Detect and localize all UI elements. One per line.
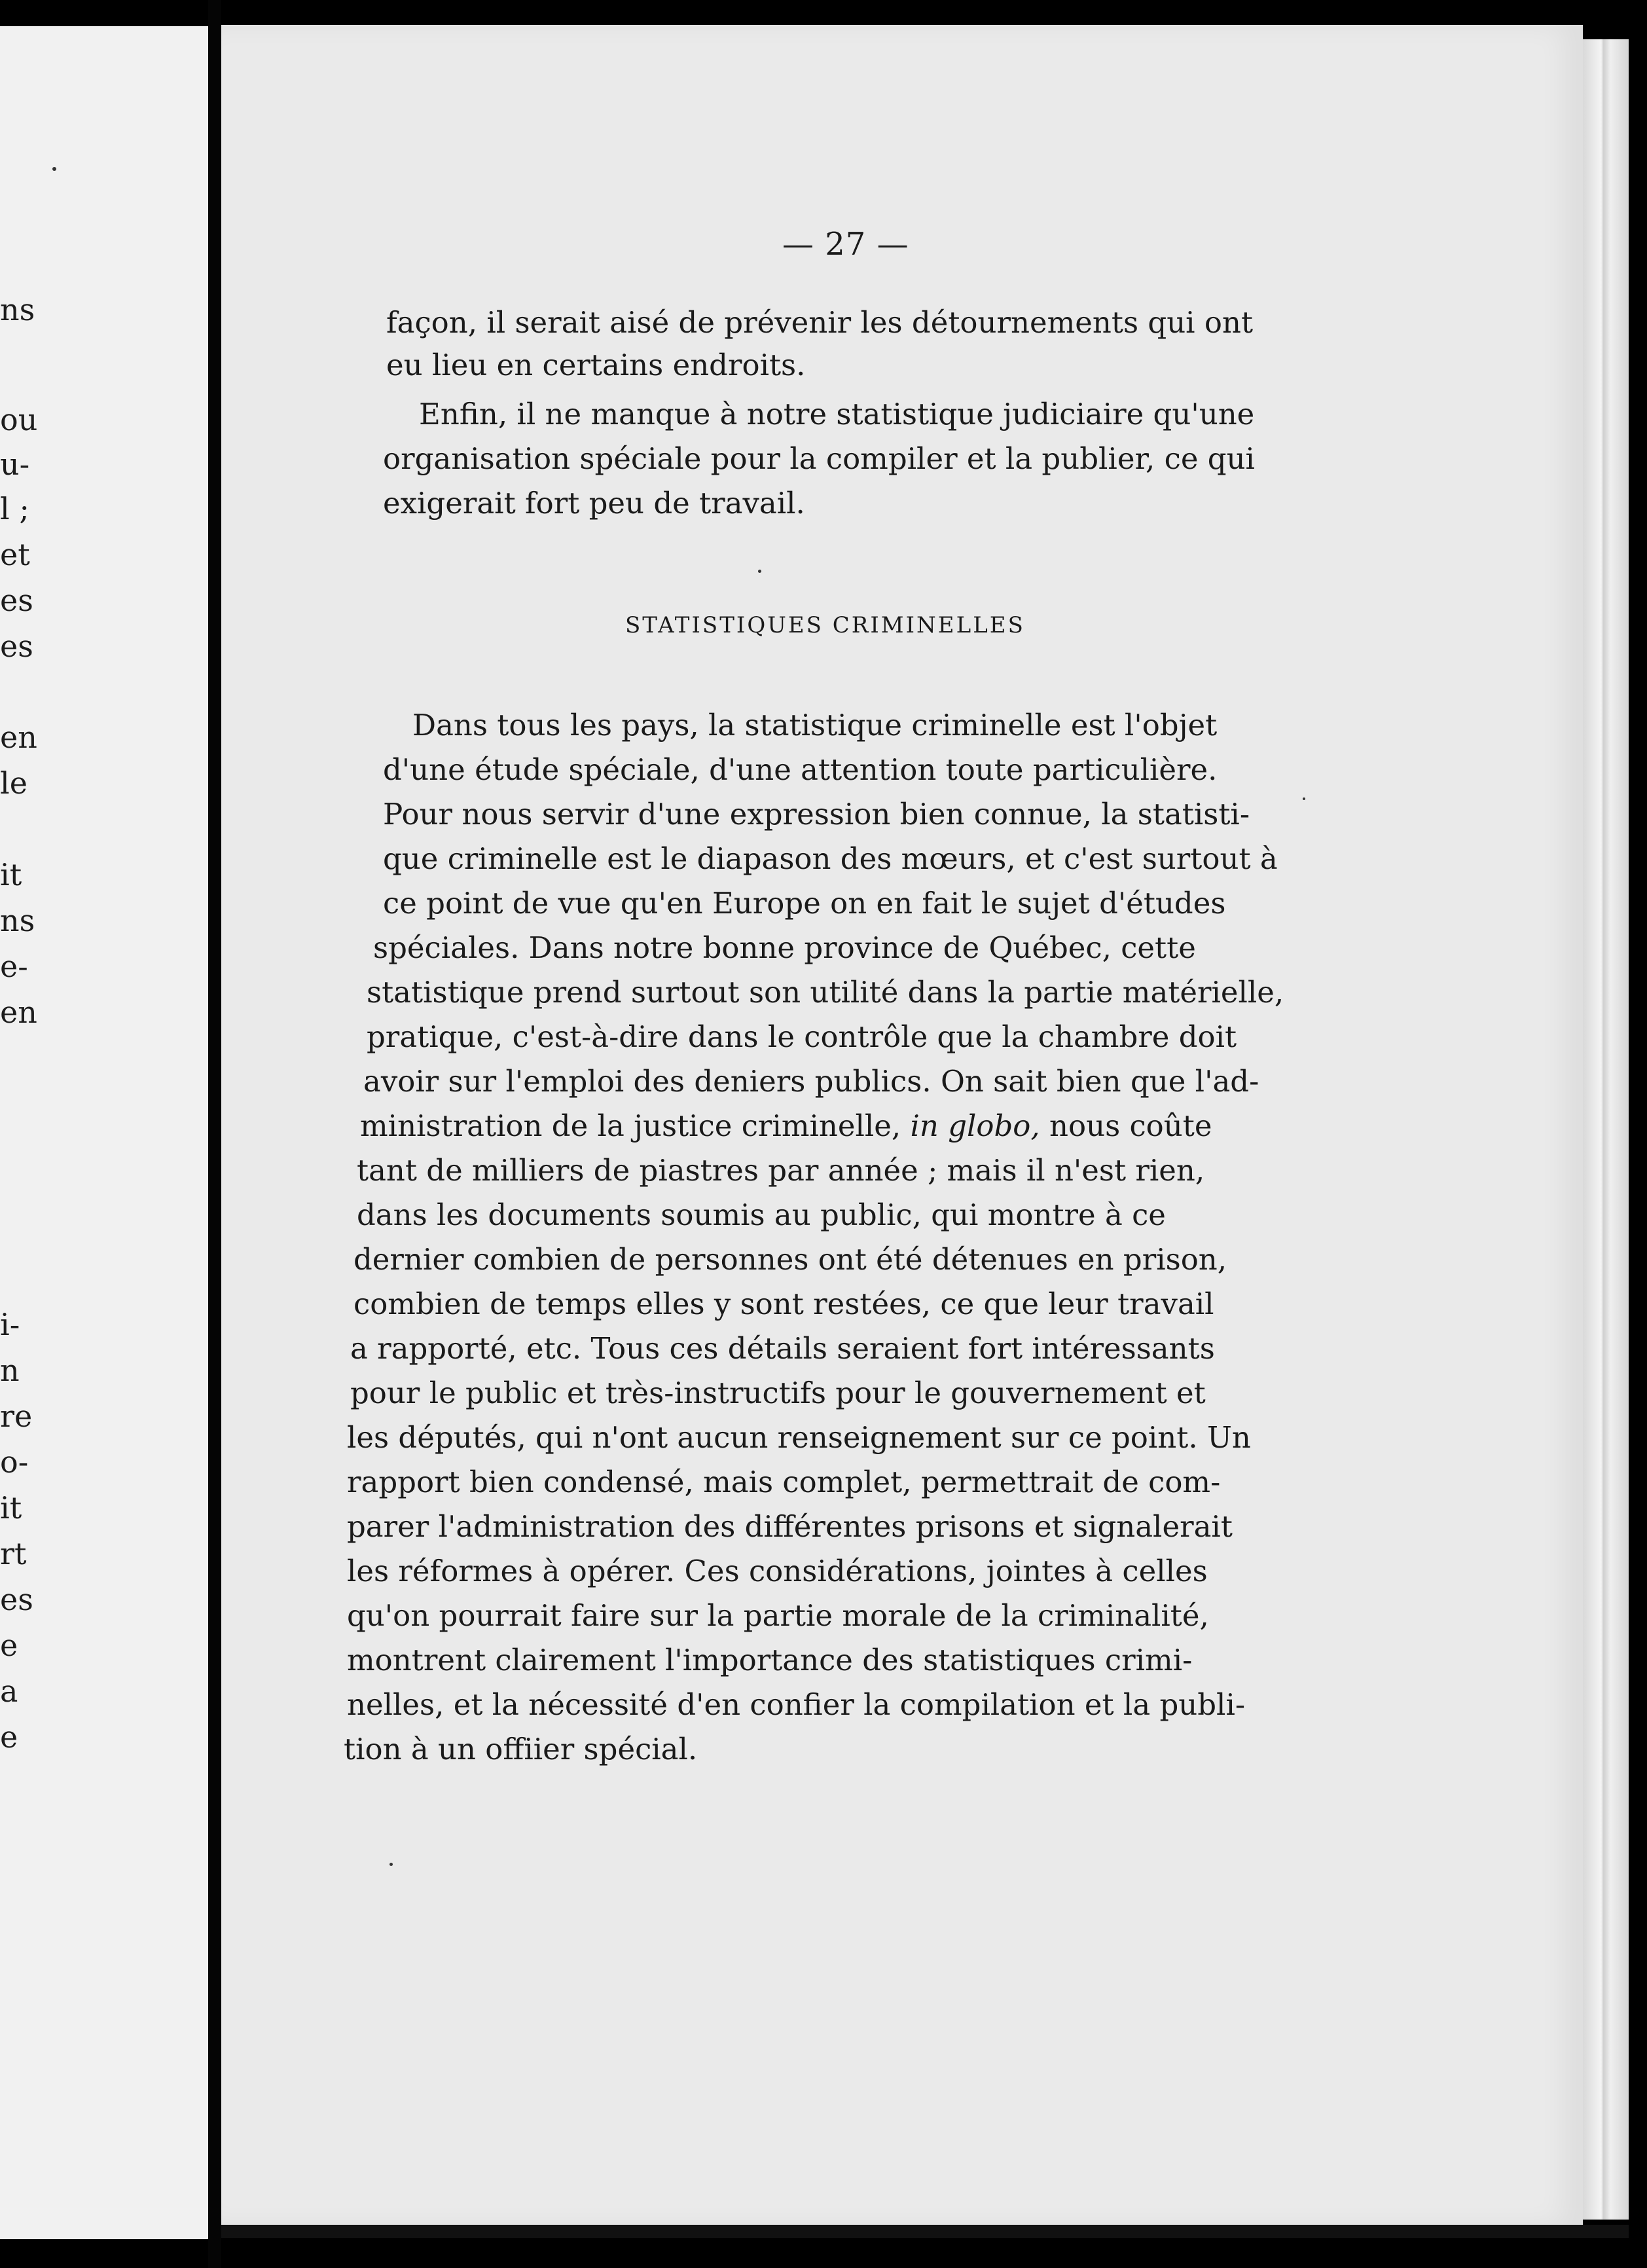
text-line-with-italic [360,1108,1212,1143]
text-line: dernier combien de personnes ont été détenues en prison, [353,1242,1227,1277]
text-line: statistique prend surtout son utilité dans la partie matérielle, [367,975,1284,1010]
text-line: Pour nous servir d'une expression bien connue, la statisti- [383,797,1250,832]
left-page-fragment: en [0,720,37,755]
text-segment: nous coûte [1049,1108,1212,1143]
left-page-fragment: es [0,1582,33,1617]
left-page-fragment: ou [0,402,38,437]
text-line: ce point de vue qu'en Europe on en fait le sujet d'études [383,886,1226,921]
left-page-fragment: ns [0,292,35,327]
text-line: les réformes à opérer. Ces considérations, jointes à celles [347,1554,1208,1588]
text-line: combien de temps elles y sont restées, ce que leur travail [353,1287,1214,1321]
text-line: nelles, et la nécessité d'en confier la compilation et la publi- [347,1687,1246,1722]
ink-speck [758,570,761,573]
left-page-fragment: n [0,1353,20,1388]
left-page-fragment: re [0,1399,33,1434]
text-line: tant de milliers de piastres par année ; mais il n'est rien, [357,1153,1205,1188]
text-line: Dans tous les pays, la statistique criminelle est l'objet [412,708,1218,742]
page-bottom-shadow [221,2225,1629,2238]
left-page-fragment: es [0,629,33,664]
text-line: pour le public et très-instructifs pour le gouvernement et [350,1376,1206,1410]
text-line: eu lieu en certains endroits. [386,348,806,382]
left-page-fragment: u- [0,447,30,482]
text-line: pratique, c'est-à-dire dans le contrôle que la chambre doit [367,1019,1237,1054]
book-gutter [208,0,221,2268]
text-line: les députés, qui n'ont aucun renseignement sur ce point. Un [347,1420,1251,1455]
ink-speck [1303,797,1305,800]
page-number: — 27 — [782,226,909,263]
text-line: rapport bien condensé, mais complet, permettrait de com- [347,1465,1221,1499]
text-line: organisation spéciale pour la compiler et la publier, ce qui [383,441,1255,476]
text-line: avoir sur l'emploi des deniers publics. On sait bien que l'ad- [363,1064,1259,1099]
left-page-fragment: en [0,995,37,1030]
left-facing-page [0,26,208,2239]
left-page-fragment: a [0,1674,18,1709]
text-line: d'une étude spéciale, d'une attention toute particulière. [383,752,1218,787]
text-line: dans les documents soumis au public, qui montre à ce [357,1198,1166,1232]
italic-phrase: in globo, [910,1108,1040,1143]
left-page-fragment: o- [0,1444,29,1480]
text-line: parer l'administration des différentes prisons et signalerait [347,1509,1233,1544]
left-page-fragment: e [0,1719,18,1755]
left-page-fragment: it [0,857,22,892]
left-page-fragment: es [0,583,33,618]
text-line: Enfin, il ne manque à notre statistique judiciaire qu'une [419,397,1255,431]
left-page-fragment: e [0,1628,18,1663]
left-page-fragment: it [0,1490,22,1526]
text-segment: ministration de la justice criminelle, [360,1108,901,1143]
ink-speck [389,1863,393,1866]
left-page-fragment: i- [0,1307,20,1342]
text-line: qu'on pourrait faire sur la partie morale de la criminalité, [347,1598,1209,1633]
text-line: exigerait fort peu de travail. [383,486,805,521]
left-page-fragment: l ; [0,491,29,526]
section-heading: STATISTIQUES CRIMINELLES [625,612,1025,638]
text-line: tion à un offiier spécial. [344,1732,698,1766]
text-line: montrent clairement l'importance des statistiques crimi- [347,1643,1193,1677]
left-page-fragment: le [0,765,27,801]
text-line: que criminelle est le diapason des mœurs, et c'est surtout à [383,841,1278,876]
text-line: a rapporté, etc. Tous ces détails seraient fort intéressants [350,1331,1215,1366]
ink-speck [52,167,56,171]
page-edge [1583,39,1629,2220]
left-page-fragment: et [0,537,30,572]
left-page-fragment: ns [0,903,35,938]
left-page-fragment: e- [0,949,28,984]
text-line: spéciales. Dans notre bonne province de Québec, cette [373,930,1196,965]
left-page-fragment: rt [0,1536,27,1571]
text-line: façon, il serait aisé de prévenir les détournements qui ont [386,305,1254,340]
